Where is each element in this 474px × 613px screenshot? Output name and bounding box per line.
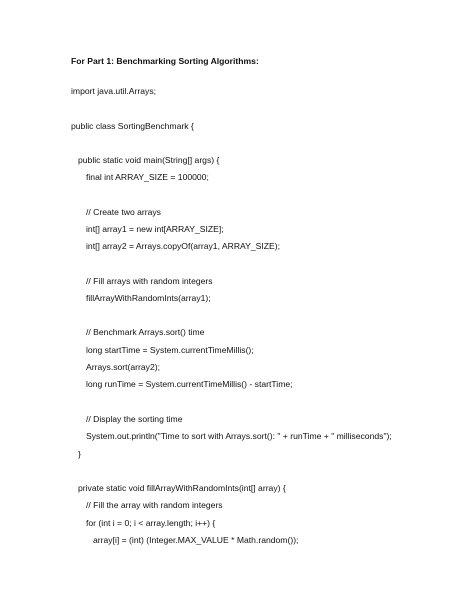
code-line-assign-random: array[i] = (int) (Integer.MAX_VALUE * Math.random()); (93, 535, 299, 545)
code-line-comment-fill: // Fill arrays with random integers (86, 276, 213, 286)
code-line-import: import java.util.Arrays; (71, 86, 157, 96)
code-line-comment-display: // Display the sorting time (86, 414, 183, 424)
code-line-comment-benchmark: // Benchmark Arrays.sort() time (86, 327, 205, 337)
code-line-array-size: final int ARRAY_SIZE = 100000; (86, 172, 209, 182)
code-line-sort-call: Arrays.sort(array2); (86, 362, 161, 372)
code-line-array2: int[] array2 = Arrays.copyOf(array1, ARRAY_SIZE); (86, 241, 280, 251)
document-heading: For Part 1: Benchmarking Sorting Algorithms: (71, 56, 259, 66)
code-line-start-time: long startTime = System.currentTimeMillis(); (86, 345, 254, 355)
code-line-println: System.out.println("Time to sort with Arrays.sort(): " + runTime + " milliseconds"); (86, 431, 392, 441)
code-line-fill-decl: private static void fillArrayWithRandomInts(int[] array) { (78, 483, 286, 493)
code-line-comment-create: // Create two arrays (86, 207, 161, 217)
code-line-close-main: } (78, 449, 81, 459)
code-line-main-decl: public static void main(String[] args) { (78, 155, 220, 165)
code-line-class-decl: public class SortingBenchmark { (71, 121, 194, 131)
code-line-fill-call: fillArrayWithRandomInts(array1); (86, 293, 211, 303)
code-line-comment-fill-random: // Fill the array with random integers (86, 500, 223, 510)
code-line-for-loop: for (int i = 0; i < array.length; i++) { (86, 518, 216, 528)
code-line-array1: int[] array1 = new int[ARRAY_SIZE]; (86, 224, 224, 234)
code-line-run-time: long runTime = System.currentTimeMillis() - startTime; (86, 379, 293, 389)
